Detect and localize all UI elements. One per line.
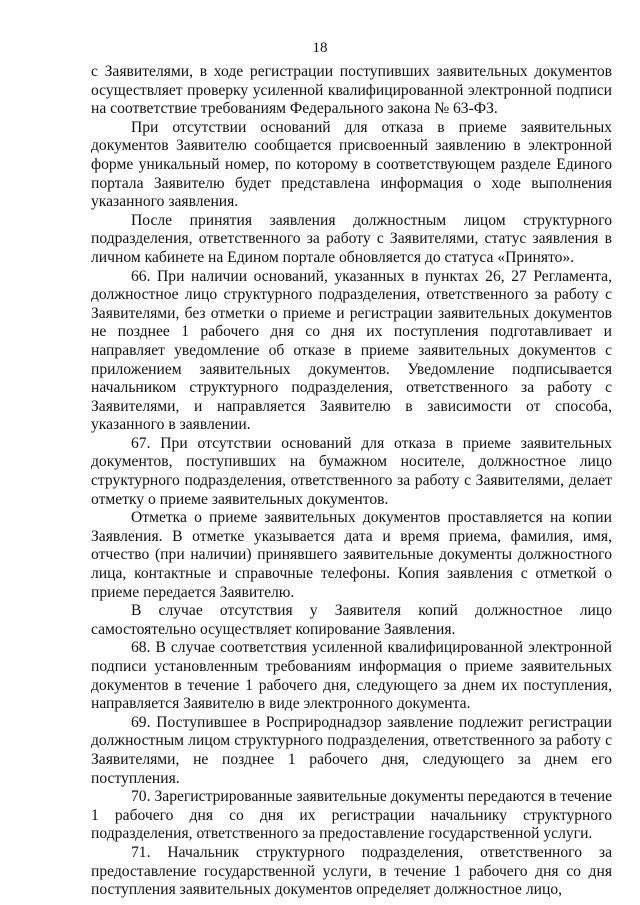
body-text <box>91 63 612 900</box>
page-number: 18 <box>312 40 328 56</box>
paragraph-status-accepted: После принятия заявления должностным лицом структурного подразделения, ответственного за работу с Заявителями, статус заявления в личном кабинете на Едином портале обновляется до статуса «Принято». <box>91 211 612 266</box>
paragraph-68: 68. В случае соответствия усиленной квалифицированной электронной подписи установленным требованиям информация о приеме заявительных документов в течение 1 рабочего дня, следующего за днем их поступления, направляется Заявителю в виде электронного документа. <box>91 639 612 713</box>
paragraph-69: 69. Поступившее в Росприроднадзор заявление подлежит регистрации должностным лицом структурного подразделения, ответственного за работу с Заявителями, не позднее 1 рабочего дня, следующего за днем его поступления. <box>91 713 612 787</box>
paragraph-no-refusal-notice: При отсутствии оснований для отказа в приеме заявительных документов Заявителю сообщается присвоенный заявлению в электронной форме уникальный номер, по которому в соответствующем разделе Единого портала Заявителю будет представлена информация о ходе выполнения указанного заявления. <box>91 118 612 211</box>
paragraph-copying: В случае отсутствия у Заявителя копий должностное лицо самостоятельно осуществляет копирование Заявления. <box>91 602 612 638</box>
paragraph-71: 71. Начальник структурного подразделения, ответственного за предоставление государственной услуги, в течение 1 рабочего дня со дня поступления заявительных документов определяет должностное лицо, <box>91 843 612 899</box>
paragraph-67: 67. При отсутствии оснований для отказа в приеме заявительных документов, поступивших на бумажном носителе, должностное лицо структурного подразделения, ответственного за работу с Заявителями, делает отметку о приеме заявительных документов. <box>91 434 612 508</box>
paragraph-70: 70. Зарегистрированные заявительные документы передаются в течение 1 рабочего дня со дня их регистрации начальнику структурного подразделения, ответственного за предоставление государственной услуги. <box>91 788 612 843</box>
paragraph-66: 66. При наличии оснований, указанных в пунктах 26, 27 Регламента, должностное лицо структурного подразделения, ответственного за работу с Заявителями, без отметки о приеме и регистрации заявительных документов не позднее 1 рабочего дня со дня их поступления подготавливает и направляет уведомление об отказе в приеме заявительных документов с приложением заявительных документов. Уведомление подписывается начальником структурного подразделения, ответственного за работу с Заявителями, и направляется Заявителю в зависимости от способа, указанного в заявлении. <box>91 267 612 434</box>
paragraph-continuation: с Заявителями, в ходе регистрации поступивших заявительных документов осуществляет проверку усиленной квалифицированной электронной подписи на соответствие требованиям Федерального закона № 63-ФЗ. <box>91 63 612 118</box>
paragraph-receipt-mark: Отметка о приеме заявительных документов проставляется на копии Заявления. В отметке указывается дата и время приема, фамилия, имя, отчество (при наличии) принявшего заявительные документы должностного лица, контактные и справочные телефоны. Копия заявления с отметкой о приеме передается Заявителю. <box>91 509 612 601</box>
